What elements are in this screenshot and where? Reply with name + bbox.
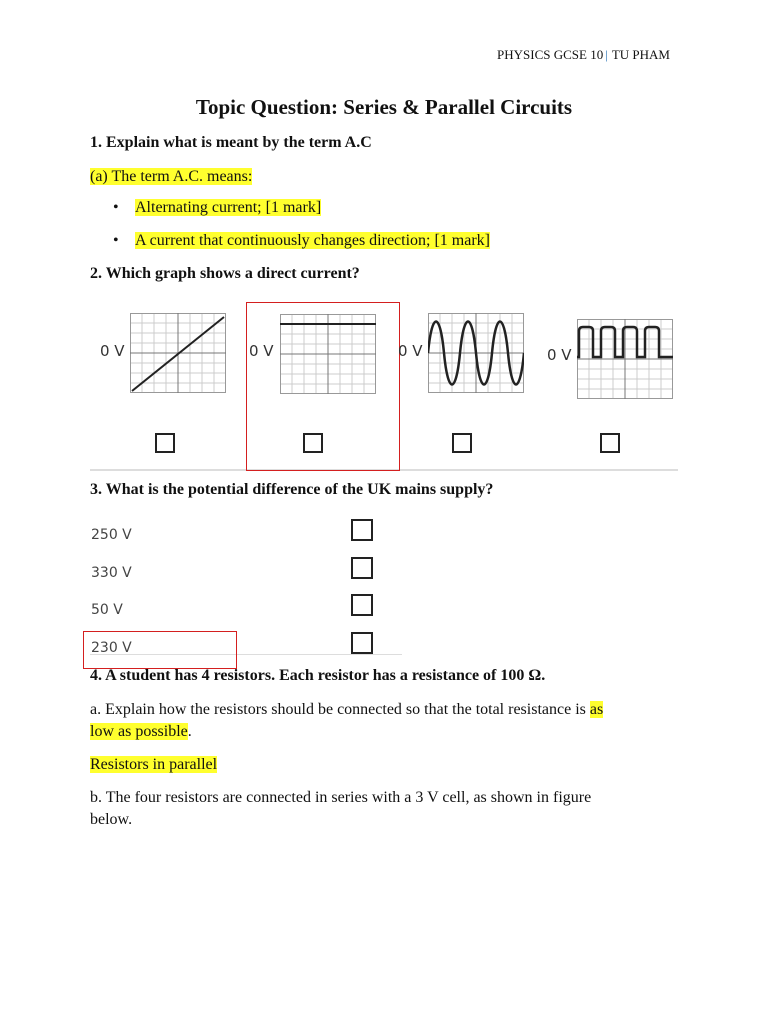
q1-bullet-2: A current that continuously changes direction; [1 mark] bbox=[135, 232, 491, 249]
option-250v-checkbox[interactable] bbox=[351, 519, 373, 541]
option-330v-label: 330 V bbox=[91, 565, 132, 581]
option-230v-checkbox[interactable] bbox=[351, 632, 373, 654]
header-author: TU PHAM bbox=[611, 47, 670, 62]
bullet-icon: • bbox=[113, 232, 119, 249]
graph-1-checkbox[interactable] bbox=[155, 433, 175, 453]
header-separator: | bbox=[605, 47, 608, 62]
header-course: PHYSICS GCSE 10 bbox=[497, 47, 604, 62]
graph-1-ramp bbox=[130, 313, 226, 393]
graph-3-zero-label: 0 V bbox=[398, 342, 423, 360]
option-230v-label: 230 V bbox=[91, 640, 132, 656]
question-4: 4. A student has 4 resistors. Each resistor has a resistance of 100 Ω. bbox=[90, 667, 546, 684]
q4-part-b: b. The four resistors are connected in series with a 3 V cell, as shown in figure below. bbox=[90, 789, 592, 828]
option-250v-label: 250 V bbox=[91, 527, 132, 543]
page-title: Topic Question: Series & Parallel Circuits bbox=[195, 95, 573, 119]
question-1: 1. Explain what is meant by the term A.C bbox=[90, 134, 372, 151]
page-header bbox=[497, 47, 680, 63]
q1-answer-intro: (a) The term A.C. means: bbox=[90, 168, 253, 185]
graph-3-checkbox[interactable] bbox=[452, 433, 472, 453]
graph-4-zero-label: 0 V bbox=[547, 346, 572, 364]
q1-bullet-1: Alternating current; [1 mark] bbox=[135, 199, 322, 216]
option-330v-checkbox[interactable] bbox=[351, 557, 373, 579]
graph-4-checkbox[interactable] bbox=[600, 433, 620, 453]
option-50v-checkbox[interactable] bbox=[351, 594, 373, 616]
question-2: 2. Which graph shows a direct current? bbox=[90, 265, 360, 282]
option-230v-selection-box bbox=[83, 631, 237, 669]
q4-part-a: a. Explain how the resistors should be connected so that the total resistance is as low as possible. bbox=[90, 701, 604, 740]
graph-2-selection-box bbox=[246, 302, 400, 471]
graph-1-zero-label: 0 V bbox=[100, 342, 125, 360]
graph-3-sine bbox=[428, 313, 524, 393]
option-50v-label: 50 V bbox=[91, 602, 123, 618]
graph-4-square-wave bbox=[577, 319, 673, 399]
graph-2-zero-label: 0 V bbox=[249, 342, 274, 360]
bullet-icon: • bbox=[113, 199, 119, 216]
q4-answer-a: Resistors in parallel bbox=[90, 756, 218, 773]
question-3: 3. What is the potential difference of the UK mains supply? bbox=[90, 481, 494, 498]
